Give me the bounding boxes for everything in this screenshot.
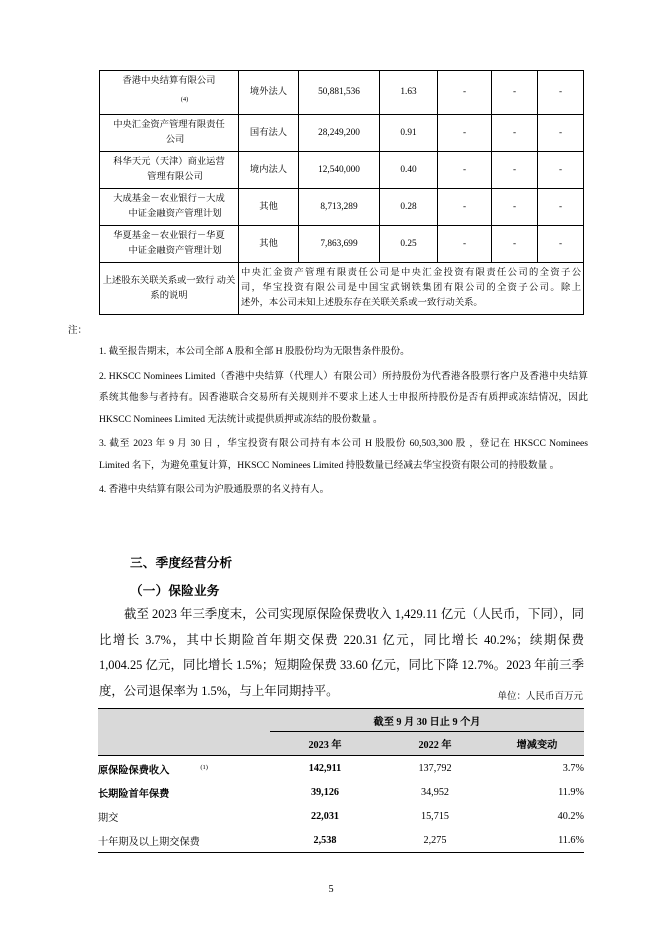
row-value-change: 40.2% bbox=[557, 810, 584, 822]
shareholder-name-line: 管理有限公司 bbox=[147, 172, 203, 183]
shareholder-nature-cell: 国有法人 bbox=[239, 115, 299, 152]
shareholder-name-line: 华夏基金－农业银行－华夏 bbox=[113, 231, 225, 242]
shareholder-name-line: 中证金融资产管理计划 bbox=[128, 209, 222, 220]
table-row bbox=[100, 226, 584, 263]
shareholder-table-body bbox=[100, 71, 584, 315]
notes-label: 注： bbox=[68, 326, 88, 336]
shareholder-col7-cell: - bbox=[538, 152, 584, 189]
row-value-2023: 2,538 bbox=[270, 828, 380, 853]
row-label: 长期险首年保费 bbox=[98, 788, 170, 800]
relation-body-line: 述外，本公司未知上述股东存在关联关系或一致行动关系。 bbox=[241, 298, 483, 309]
shareholder-ratio-cell: 0.91 bbox=[380, 115, 438, 152]
shareholder-table-container bbox=[99, 70, 583, 315]
row-value-2022: 34,952 bbox=[420, 786, 449, 798]
financial-table-span-header-row bbox=[98, 709, 584, 732]
span-header-blank-cell bbox=[98, 709, 270, 732]
financial-table-header-row bbox=[98, 732, 584, 756]
shareholder-table bbox=[99, 70, 584, 315]
relation-label-line: 上述股东关联关系或一致行 bbox=[102, 275, 215, 286]
row-label-cell bbox=[98, 804, 270, 828]
shareholder-col6-cell: - bbox=[492, 71, 538, 115]
relation-label-line: 动关系的说明 bbox=[150, 275, 236, 301]
shareholder-name-line: 大成基金－农业银行－大成 bbox=[113, 194, 225, 205]
column-header-2022: 2022 年 bbox=[380, 732, 490, 756]
shareholder-ratio-cell: 0.25 bbox=[380, 226, 438, 263]
row-label-cell bbox=[98, 756, 270, 781]
relation-label-cell bbox=[100, 263, 239, 315]
shareholder-name-cell bbox=[100, 152, 239, 189]
row-label-cell bbox=[98, 780, 270, 804]
shareholder-nature-cell: 境内法人 bbox=[239, 152, 299, 189]
shareholder-col7-cell: - bbox=[538, 226, 584, 263]
shareholder-shares-cell: 28,249,200 bbox=[299, 115, 380, 152]
row-value-change: 11.6% bbox=[490, 828, 584, 853]
table-row bbox=[100, 71, 584, 115]
shareholder-col6-cell: - bbox=[492, 226, 538, 263]
shareholder-col6-cell: - bbox=[492, 115, 538, 152]
shareholder-col5-cell: - bbox=[438, 152, 492, 189]
relation-body-line: 中央汇金资产管理有限责任公司是中央汇金投资有限责任公司的全资子公 bbox=[241, 268, 581, 279]
row-value-2023: 39,126 bbox=[310, 786, 339, 798]
shareholder-col7-cell: - bbox=[538, 189, 584, 226]
shareholder-name-cell bbox=[100, 71, 239, 115]
note-item-3: 3. 截至 2023 年 9 月 30 日 ，华宝投资有限公司持有本公司 H 股股份 60,503,300 股 ，登记在 HKSCC Nominees Limited 名下，为避免重复计算，HKSCC Nominees Limited 持股数量已经减去华宝投资有限公司的持股数量 。 bbox=[99, 438, 588, 471]
shareholder-name-line: 香港中央结算有限公司 bbox=[122, 76, 216, 86]
footnote-marker: (1) bbox=[200, 764, 208, 772]
shareholder-col7-cell: - bbox=[538, 71, 584, 115]
shareholder-col5-cell: - bbox=[438, 189, 492, 226]
shareholder-shares-cell: 50,881,536 bbox=[299, 71, 380, 115]
row-value-2022: 15,715 bbox=[420, 810, 449, 822]
shareholder-col6-cell: - bbox=[492, 152, 538, 189]
shareholder-name-line: 科华天元（天津）商业运营 bbox=[113, 157, 225, 168]
page-title: 三、季度经营分析 bbox=[130, 556, 233, 570]
shareholder-col7-cell: - bbox=[538, 115, 584, 152]
table-row bbox=[100, 152, 584, 189]
row-label: 十年期及以上期交保费 bbox=[98, 836, 200, 848]
subsection-title: （一）保险业务 bbox=[130, 584, 220, 598]
financial-table-container bbox=[98, 708, 584, 853]
row-label: 期交 bbox=[98, 812, 119, 824]
table-row bbox=[98, 780, 584, 804]
shareholder-nature-cell: 其他 bbox=[239, 226, 299, 263]
shareholder-name-cell bbox=[100, 226, 239, 263]
row-label: 原保险保费收入 bbox=[98, 765, 170, 777]
note-item-4: 4. 香港中央结算有限公司为沪股通股票的名义持有人。 bbox=[99, 484, 330, 495]
shareholder-name-cell bbox=[100, 115, 239, 152]
row-value-change: 3.7% bbox=[562, 762, 584, 774]
financial-table bbox=[98, 708, 584, 853]
column-header-2023: 2023 年 bbox=[270, 732, 380, 756]
shareholder-col6-cell: - bbox=[492, 189, 538, 226]
shareholder-name-line: 公司 bbox=[165, 135, 185, 146]
shareholder-relation-row bbox=[100, 263, 584, 315]
relation-body-line: 司，华宝投资有限公司是中国宝武钢铁集团有限公司的全资子公司。除上 bbox=[241, 283, 581, 294]
shareholder-ratio-cell: 1.63 bbox=[380, 71, 438, 115]
shareholder-name-cell bbox=[100, 189, 239, 226]
shareholder-nature-cell: 其他 bbox=[239, 189, 299, 226]
shareholder-col5-cell: - bbox=[438, 226, 492, 263]
relation-body-cell bbox=[239, 263, 584, 315]
shareholder-ratio-cell: 0.40 bbox=[380, 152, 438, 189]
financial-table-body bbox=[98, 756, 584, 853]
row-value-2022: 2,275 bbox=[380, 828, 490, 853]
row-label-cell bbox=[98, 828, 270, 853]
shareholder-ratio-cell: 0.28 bbox=[380, 189, 438, 226]
shareholder-shares-cell: 8,713,289 bbox=[299, 189, 380, 226]
row-value-2023: 142,911 bbox=[308, 762, 342, 774]
note-item-2: 2. HKSCC Nominees Limited（香港中央结算（代理人）有限公司）所持股份为代香港各股票行客户及香港中央结算系统其他参与者持有。因香港联合交易所有关规则并不要求上述人士申报所持股份是否有质押或冻结情况，因此 HKSCC Nominees Limited 无法统计或提供质押或冻结的股份数量 。 bbox=[99, 370, 588, 425]
shareholder-name-line: 中央汇金资产管理有限责任 bbox=[113, 120, 225, 131]
table-row bbox=[98, 756, 584, 781]
shareholder-name-line: 中证金融资产管理计划 bbox=[128, 246, 222, 257]
column-header-label bbox=[98, 732, 270, 756]
unit-note: 单位：人民币百万元 bbox=[497, 692, 583, 702]
footnote-marker: (4) bbox=[180, 96, 189, 103]
row-value-change: 11.9% bbox=[558, 786, 584, 798]
table-row bbox=[98, 804, 584, 828]
span-header-cell: 截至 9 月 30 日止 9 个月 bbox=[270, 709, 584, 732]
note-item-1: 1. 截至报告期末，本公司全部 A 股和全部 H 股股份均为无限售条件股份。 bbox=[99, 346, 410, 357]
shareholder-shares-cell: 7,863,699 bbox=[299, 226, 380, 263]
shareholder-nature-cell: 境外法人 bbox=[239, 71, 299, 115]
notes-section bbox=[68, 324, 588, 504]
page-number: 5 bbox=[328, 884, 334, 895]
body-paragraph: 截至 2023 年三季度末，公司实现原保险保费收入 1,429.11 亿元（人民币，下同），同比增长 3.7%，其中长期险首年期交保费 220.31 亿元，同比增长 40.2%；续期保费 1,004.25 亿元，同比增长 1.5%；短期险保费 33.60 亿元，同比下降 12.7%。2023 年前三季度，公司退保率为 1.5%，与上年同期持平。 bbox=[99, 607, 584, 698]
shareholder-col5-cell: - bbox=[438, 115, 492, 152]
row-value-2022: 137,792 bbox=[418, 762, 452, 774]
table-row bbox=[100, 189, 584, 226]
row-value-2023: 22,031 bbox=[310, 810, 339, 822]
shareholder-shares-cell: 12,540,000 bbox=[299, 152, 380, 189]
table-row bbox=[98, 828, 584, 853]
financial-table-head bbox=[98, 709, 584, 756]
column-header-change: 增减变动 bbox=[490, 732, 584, 756]
shareholder-col5-cell: - bbox=[438, 71, 492, 115]
table-row bbox=[100, 115, 584, 152]
